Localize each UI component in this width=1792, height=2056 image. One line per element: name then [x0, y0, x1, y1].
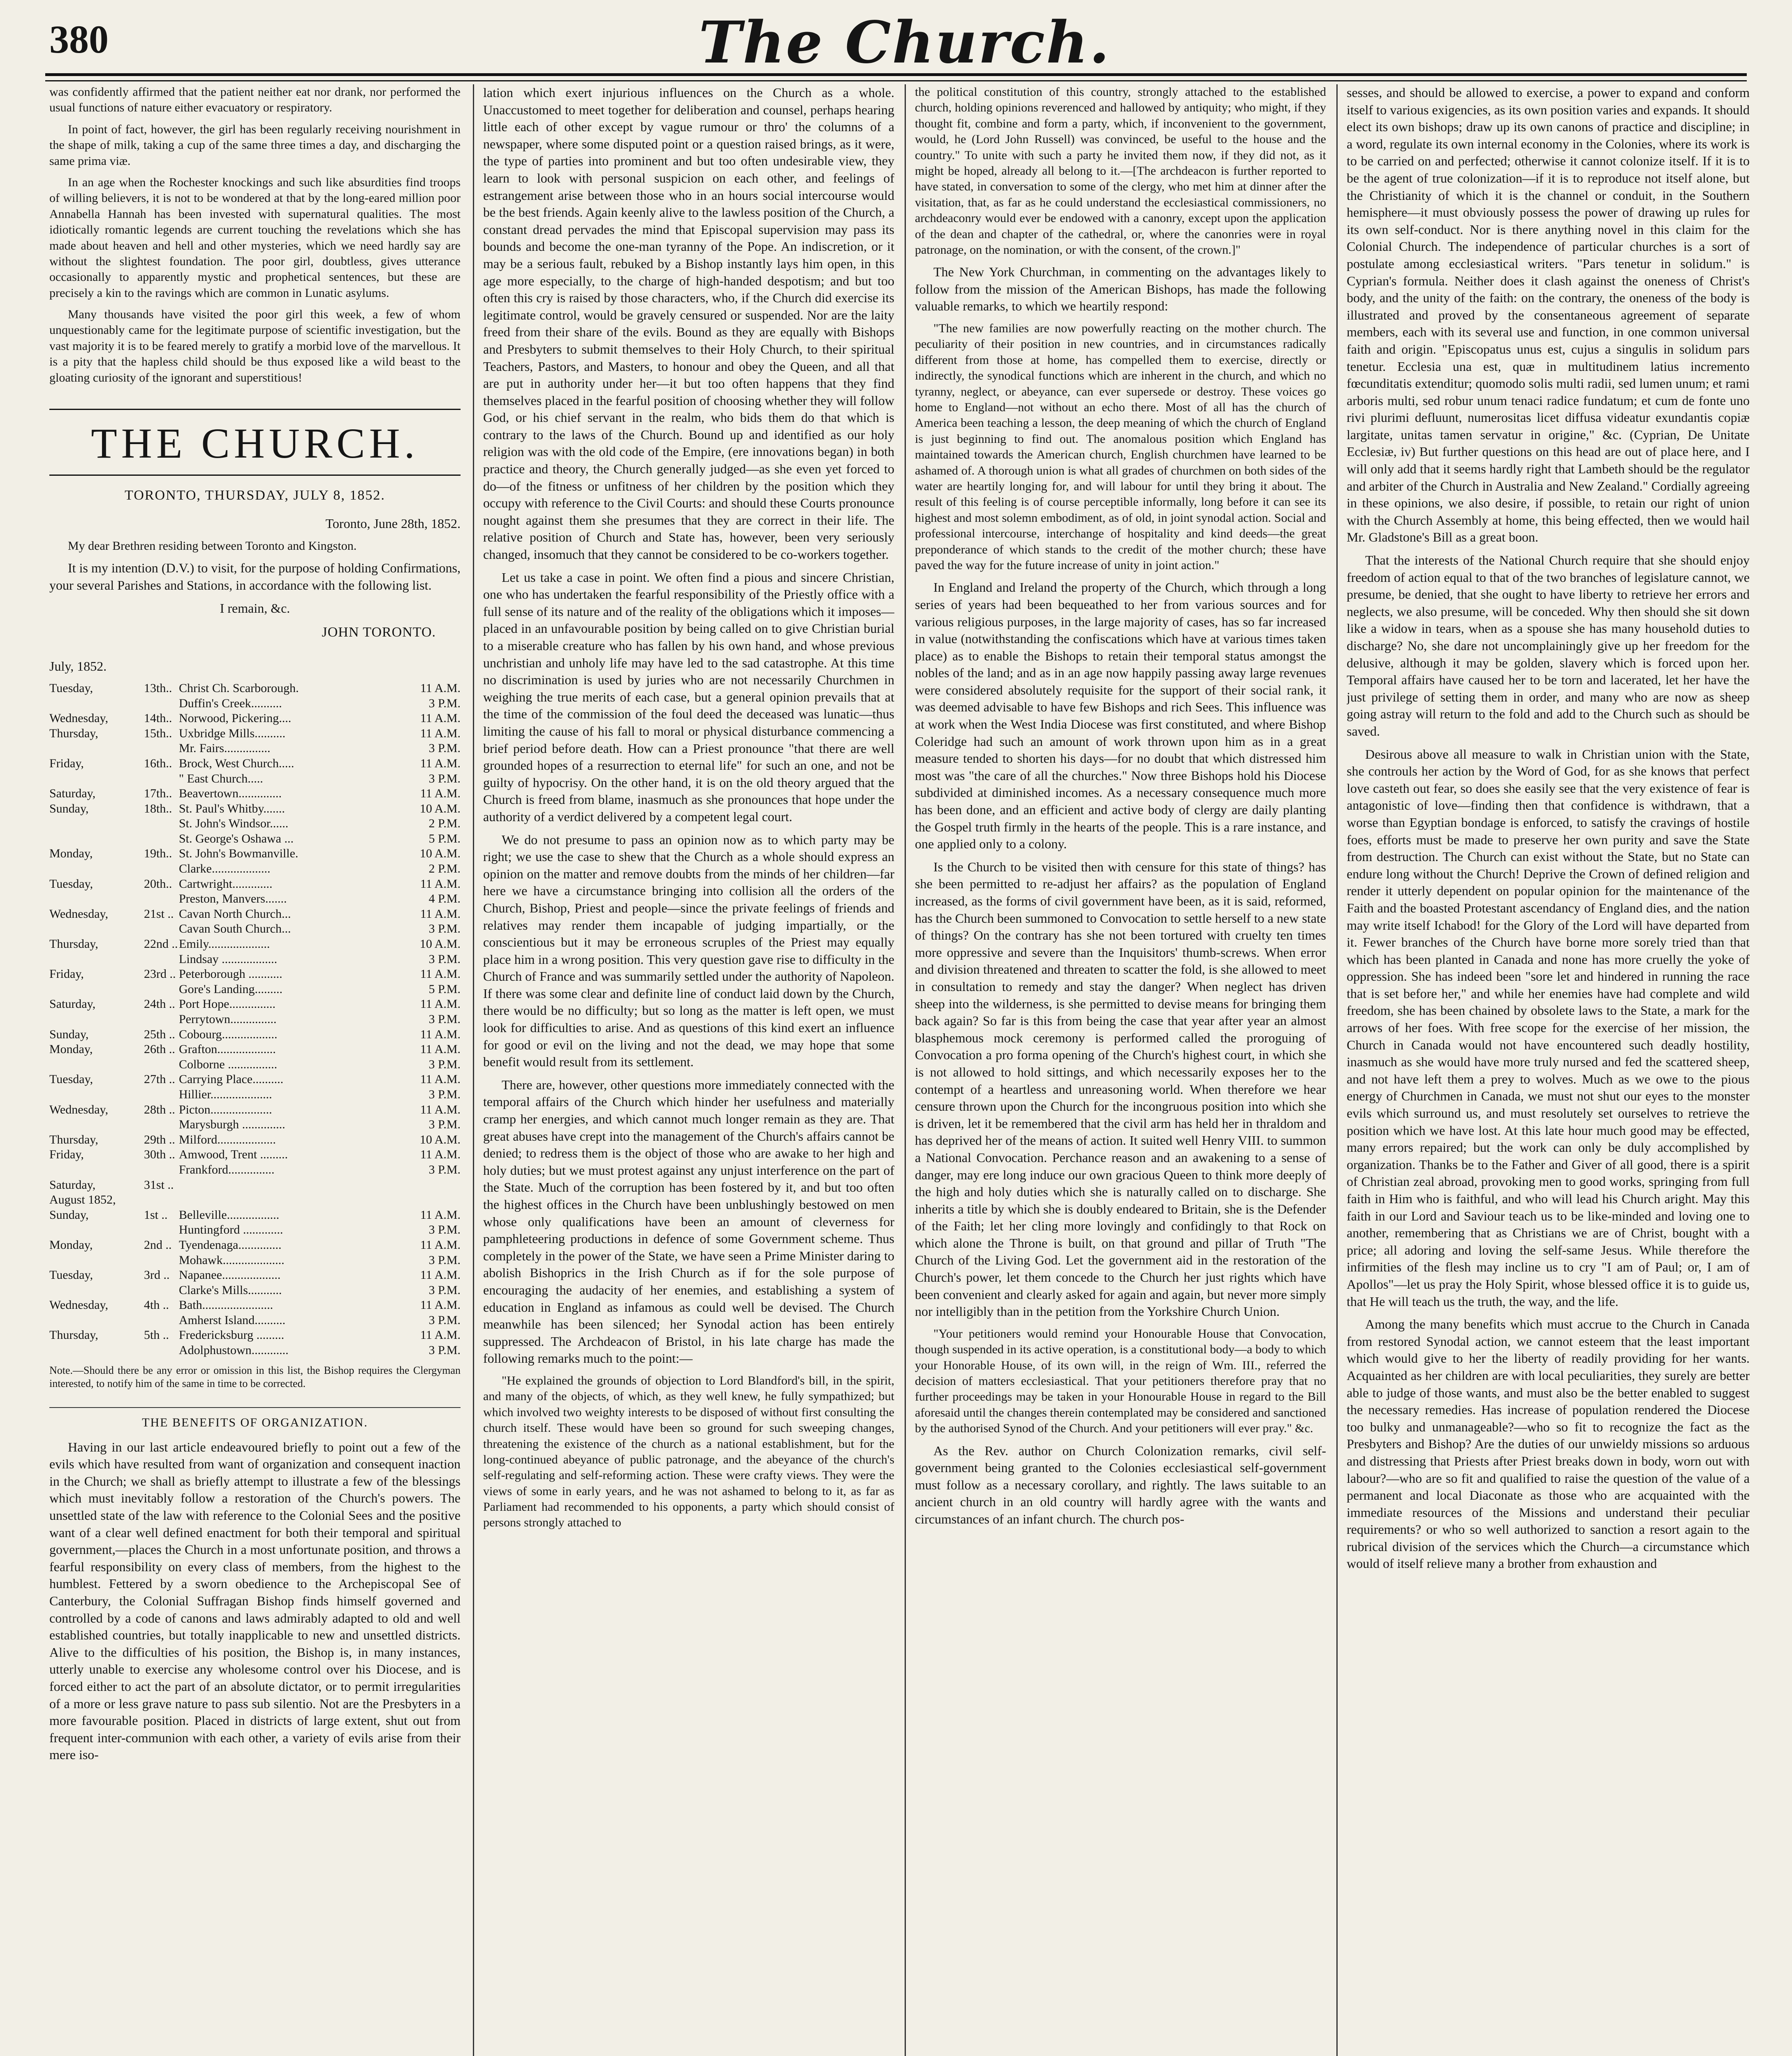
schedule-place: Hillier.................... [179, 1087, 272, 1101]
quoted-paragraph: "The new families are now powerfully reacting on the mother church. The peculiarity of their position in new countries, and in circumstances radically different from those at home, has compelled them to exercise, directly or indirectly, the synodical functions which are inherent in the church, and which no tyranny, neglect, or abeyance, can ever supersede or destroy. These voices go home to England—not without an echo there. Most of all has the church of America been teaching a lesson, the deep meaning of which the church of England is just beginning to find out. The anomalous position which England has maintained towards the American church, English churchmen have learned to be ashamed of. A thorough union is what all grades of churchmen on both sides of the water are heartily longing for, and will labour for until they bring it about. The result of this feeling is of course perceptible informally, long before it can see its highest and most solemn embodiment, as of old, in joint synodal action. Social and professional intercourse, interchange of hospitality and kind deeds—the great preponderance of which stands to the credit of the mother church; these have paved the way for the future increase of unity in joint action." [915, 322, 1326, 572]
schedule-row [49, 1268, 461, 1283]
schedule-row [49, 861, 461, 877]
schedule-place: St. Paul's Whitby....... [179, 801, 285, 815]
schedule-day: Friday, [49, 967, 84, 981]
schedule-time: 2 P.M. [428, 862, 461, 876]
schedule-place: Amherst Island.......... [179, 1313, 286, 1327]
schedule-row [49, 921, 461, 937]
schedule-place: Lindsay .................. [179, 952, 278, 966]
schedule-day: Wednesday, [49, 1298, 109, 1312]
schedule-time: 3 P.M. [428, 1087, 461, 1101]
letter-date: Toronto, June 28th, 1852. [325, 516, 461, 531]
schedule-row [49, 1253, 461, 1268]
schedule-day [49, 831, 144, 847]
schedule-row [49, 1343, 461, 1358]
schedule-day: August 1852, [49, 1193, 116, 1207]
schedule-date: 13th.. [144, 681, 172, 695]
schedule-time: 3 P.M. [428, 696, 461, 710]
schedule-place: Gore's Landing......... [179, 982, 283, 996]
schedule-time: 11 A.M. [420, 726, 461, 740]
schedule-place: Cartwright............. [179, 877, 273, 891]
schedule-date: 19th.. [144, 847, 172, 861]
schedule-day: Thursday, [49, 937, 98, 951]
schedule-row [49, 711, 461, 726]
schedule-date: 26th .. [144, 1042, 175, 1056]
schedule-row [49, 816, 461, 831]
schedule-row [49, 1238, 461, 1253]
column-rule [473, 84, 474, 2056]
schedule-row [49, 1222, 461, 1238]
schedule-date: 25th .. [144, 1027, 175, 1041]
schedule-date [144, 696, 179, 711]
schedule-date: 14th.. [144, 711, 172, 725]
schedule-date [144, 1283, 179, 1298]
schedule-time: 11 A.M. [420, 997, 461, 1011]
schedule-day [49, 1117, 144, 1132]
schedule-date [144, 891, 179, 907]
schedule-time: 11 A.M. [420, 1027, 461, 1041]
schedule-day [49, 741, 144, 756]
column-3 [915, 84, 1326, 2056]
schedule-day [49, 891, 144, 907]
schedule-date: 28th .. [144, 1102, 175, 1116]
schedule-row [49, 982, 461, 997]
schedule-date: 30th .. [144, 1148, 175, 1162]
schedule-day: Thursday, [49, 726, 98, 740]
schedule-date: 29th .. [144, 1132, 175, 1146]
schedule-time: 10 A.M. [419, 937, 461, 951]
schedule-time: 10 A.M. [419, 801, 461, 815]
schedule-place: Colborne ................ [179, 1057, 278, 1071]
schedule-note: Note.—Should there be any error or omission in this list, the Bishop requires the Clergyman interested, to notify him of the same in time to be corrected. [49, 1364, 461, 1390]
dateline: TORONTO, THURSDAY, JULY 8, 1852. [125, 488, 385, 503]
schedule-date [144, 1087, 179, 1102]
schedule-time: 5 P.M. [428, 982, 461, 996]
schedule-place: Brock, West Church..... [179, 756, 294, 770]
schedule-day [49, 1162, 144, 1178]
schedule-place: Duffin's Creek.......... [179, 696, 282, 710]
schedule-day [49, 816, 144, 831]
schedule-row [49, 801, 461, 817]
quoted-paragraph: "Your petitioners would remind your Honourable House that Convocation, though suspended in its active operation, is a constitutional body—a body to which your Honorable House, of its own will, in the reign of Wm. III., referred the decision of matters ecclesiastical. That your petitioners therefore pray that no further proceedings may be taken in your Honourable House in regard to the Bill aforesaid until the changes therein contemplated may be considered and sanctioned by the authorised Synod of the Church. And your petitioners will ever pray." &c. [915, 1327, 1326, 1435]
schedule-row [49, 997, 461, 1012]
schedule-date: 21st .. [144, 907, 174, 921]
schedule-place [179, 1192, 399, 1208]
schedule-date: 17th.. [144, 787, 172, 801]
letter-signature: JOHN TORONTO. [322, 625, 436, 640]
schedule-time: 11 A.M. [420, 1268, 461, 1282]
schedule-place: Cavan South Church... [179, 922, 291, 936]
schedule-date [144, 741, 179, 756]
schedule-day [49, 1057, 144, 1072]
schedule-date [144, 1253, 179, 1268]
schedule-date: 20th.. [144, 877, 172, 891]
schedule-row [49, 1162, 461, 1178]
paragraph: lation which exert injurious influences on the Church as a whole. Unaccustomed to meet together for deliberation and counsel, perhaps hearing little each of other except by vague rumour or thro' the columns of a newspaper, where some disputed point or a question raised brings, as it were, the type of parties into prominent and but too often undesirable view, they learn to look with personal suspicion on each other, and feelings of estrangement arise between those who in an hours social intercourse would be the best friends. Again keenly alive to the lawless position of the Church, a constant dread pervades the mind that Episcopal supervision may pass its bounds and become the one-man tyranny of the Pope. An indiscretion, or it may be a serious fault, rebuked by a Bishop instantly lays him open, in this age more especially, to the charge of high-handed despotism; and but too often this cry is raised by those characters, who, if the Church did exercise its legitimate control, would be gravely censured or suspended. Nor are the laity freed from their share of the evils. Bound as they are equally with Bishops and Presbyters to submit themselves to their Holy Church, to their spiritual Teachers, Pastors, and Masters, to honour and obey the Queen, and all that are put in authority under her—it but too often happens that they find themselves placed in the fearful position of choosing whether they will follow God, or his chief servant in the realm, who bids them do that which is contrary to the laws of the Church. Bound up and identified as our holy religion was with the old code of the Empire, (ere innovations began) in both practice and theory, the Church generally judged—as she even yet forced to do—of the fitness or unfitness of her children by the position which they occupy with reference to the Civil Courts: and should these Courts pronounce nought against them she presumes that they are correct in their life. The relative position of Church and State has, however, been very seriously changed, insomuch that they cannot be considered to be co-workers together. [483, 85, 894, 562]
schedule-day: Monday, [49, 847, 93, 861]
schedule-place: Picton.................... [179, 1102, 272, 1116]
schedule-time: 11 A.M. [420, 1042, 461, 1056]
paragraph: In England and Ireland the property of the Church, which through a long series of years had been bequeathed to her from various sources and for various religious purposes, in the large majority of cases, has so far increased in value (notwithstanding the confiscations which have at various times taken place) as to enable the Bishops to retain their temporal status amongst the nobles of the land; and as in an age now happily passing away large revenues were considered absolutely requisite for the support of their social rank, it was deemed advisable to have few Bishops and rich Sees. This influence was at work when the West India Diocese was first constituted, and where Bishop Coleridge had such an amount of work thrown upon him as in a great measure tended to shorten his days—for no doubt that which distressed him most was "the care of all the churches." Now three Bishops hold his Diocese subdivided at diminished incomes. As a necessary consequence much more has been done, and an efficient and active body of clergy are daily planting the Gospel truth firmly in the hearts of the people. This is a rare instance, and one applied only to a colony. [915, 580, 1326, 852]
schedule-place: Tyendenaga.............. [179, 1238, 282, 1252]
schedule-time: 3 P.M. [428, 952, 461, 966]
schedule-place: Amwood, Trent ......... [179, 1148, 288, 1162]
schedule-time: 11 A.M. [420, 967, 461, 981]
schedule-day [49, 1253, 144, 1268]
schedule-row [49, 1147, 461, 1162]
schedule-place: Napanee................... [179, 1268, 281, 1282]
schedule-row [49, 831, 461, 847]
schedule-place: St. George's Oshawa ... [179, 831, 294, 845]
schedule-row [49, 696, 461, 711]
schedule-time: 2 P.M. [428, 817, 461, 831]
schedule-place: Beavertown.............. [179, 787, 282, 801]
paragraph: We do not presume to pass an opinion now as to which party may be right; we use the case to shew that the Church as a whole should express an opinion on the matter and remove doubts from the minds of her children—far here we have a circumstance bringing into collision all the orders of the Church, Bishop, Priest and people—since the private feelings of friends and relatives may render them incapable of judging impartially, or the conscientious but it may be erroneous scruples of the Priest may equally place him in a wrong position. This very question gave rise to difficulty in the Church of France and was summarily settled under the authority of Napoleon. If there was some clear and definite line of conduct laid down by the Church, there would be no difficulty; but so long as the matter is left open, we must look for difficulties to arise. And as questions of this kind exert an influence for good or evil on the living and not the dead, we may hope that some benefit would result from its settlement. [483, 832, 894, 1070]
schedule-date: 22nd .. [144, 937, 178, 951]
schedule-date: 2nd .. [144, 1238, 172, 1252]
schedule-time: 3 P.M. [428, 1253, 461, 1267]
schedule-row [49, 1132, 461, 1148]
schedule-date: 23rd .. [144, 967, 176, 981]
schedule-date: 24th .. [144, 997, 175, 1011]
schedule-row [49, 741, 461, 756]
schedule-day [49, 1283, 144, 1298]
schedule-place: Mohawk.................... [179, 1253, 285, 1267]
paragraph: In point of fact, however, the girl has been regularly receiving nourishment in the shape of milk, taking a cup of the same three times a day, and discharging the same prima viæ. [49, 122, 461, 168]
schedule-date [144, 1117, 179, 1132]
schedule-place: St. John's Windsor...... [179, 817, 289, 831]
schedule-row [49, 846, 461, 861]
schedule-row [49, 681, 461, 696]
schedule-date: 4th .. [144, 1298, 169, 1312]
paragraph: sesses, and should be allowed to exercise, a power to expand and conform itself to various exigencies, as its own position varies and expands. It should elect its own bishops; draw up its own canons of practice and discipline; in a word, regulate its own internal economy in the Colonies, where its work is to be carried on and perfected; otherwise it cannot colonize itself. If it is to be the agent of true colonization—if it is to reproduce not itself alone, but the Christianity of which it is the channel or conduit, in the Southern hemisphere—it must obviously possess the power of drawing up rules for its own self-conduct. Nor is there anything novel in this claim for the Colonial Church. The independence of particular churches is a sort of postulate among ecclesiastical writers. "Pars tenetur in solidum." is Cyprian's formula. Neither does it clash against the oneness of Christ's body, and the unity of the faith: on the contrary, the oneness of the body is illustrated and proved by the consentaneous agreement of separate members, each with its several use and function, in one common universal faith and origin. "Episcopatus unus est, cujus a singulis in solidum pars tenetur. Ecclesia una est, quæ in multitudinem latius incremento fœcunditatis extenditur; quomodo solis multi radii, sed lumen unum; et rami arboris multi, sed robur unum tenaci radice fundatum; et cum de fonte uno rivi plurimi defluunt, numerositas licet diffusa videatur exundantis copiæ largitate, unitas tamen servatur in origine," &c. (Cyprian, De Unitate Ecclesiæ, iv) But further questions on this head are out of place here, and I will only add that it seems hardly right that Lambeth should be the regulator and arbiter of the Church in Australia and New Zealand." Cordially agreeing in these opinions, we also desire, if possible, to retain our right of union with the Church Assembly at home, this being effected, then we would hail Mr. Gladstone's Bill as a great boon. [1347, 85, 1750, 545]
schedule-place [179, 1178, 399, 1193]
schedule-place: Carrying Place.......... [179, 1072, 284, 1086]
schedule-time: 5 P.M. [428, 831, 461, 845]
schedule-row [49, 1057, 461, 1072]
schedule-day: Thursday, [49, 1328, 98, 1342]
schedule-place: Preston, Manvers....... [179, 892, 287, 906]
schedule-date [144, 771, 179, 787]
schedule-date: 16th.. [144, 756, 172, 770]
schedule-place: Marysburgh .............. [179, 1118, 285, 1132]
schedule-time: 11 A.M. [420, 681, 461, 695]
schedule-row [49, 1328, 461, 1343]
quoted-paragraph: "He explained the grounds of objection to Lord Blandford's bill, in the spirit, and many of the objects, of which, as they well knew, he fully sympathized; but which involved two weighty interests to be disposed of without first consulting the church itself. These would have been so ground for such sweeping changes, threatening the existence of the church as a national establishment, but for the long-continued abeyance of public patronage, and the abeyance of the church's self-regulating and self-reforming action. These were crafty views. They were the views of some in early years, and he was not ashamed to belong to it, as far as Parliament had recommended to his opponents, a party which should consist of persons strongly attached to [483, 1373, 894, 1530]
paragraph: Let us take a case in point. We often find a pious and sincere Christian, one who has undertaken the fearful responsibility of the Priestly office with a full sense of its nature and of the reality of the obligations which it imposes—placed in an unfavourable position by being called on to give Christian burial to a miserable creature who has fallen by his own hand, and whose previous unchristian and unholy life may have led to the sad catastrophe. At this time no discrimination is used by juries who are not necessarily Churchmen in weighing the true merits of each case, but a general opinion prevails that at the time of the commission of the foul deed the deceased was lunatic—thus limiting the cause of his fall to moral or physical disturbance commencing a brief period before death. How can a Priest pronounce "that there are well grounded hopes of a resurrection to eternal life" for such an one, and not be guilty of hypocrisy. On the other hand, it is on the old theory argued that the Church is freed from blame, inasmuch as she pronounces that hope under the authority of a verdict delivered by a competent legal court. [483, 570, 894, 824]
paragraph: Many thousands have visited the poor girl this week, a few of whom unquestionably came for the legitimate purpose of scientific investigation, but the vast majority it is to be feared merely to gratify a morbid love of the marvellous. It is a pity that the hapless child should be thus exposed like a wild beast to the gloating curiosity of the ignorant and superstitious! [49, 308, 461, 384]
confirmation-schedule [49, 681, 461, 1358]
schedule-row [49, 1102, 461, 1118]
schedule-place: Cobourg.................. [179, 1027, 278, 1041]
schedule-day: Thursday, [49, 1132, 98, 1146]
schedule-date [144, 816, 179, 831]
schedule-place: Bath....................... [179, 1298, 273, 1312]
schedule-time [399, 1178, 461, 1193]
schedule-day: Saturday, [49, 787, 96, 801]
schedule-row [49, 1283, 461, 1298]
schedule-date: 15th.. [144, 726, 172, 740]
paragraph: Among the many benefits which must accrue to the Church in Canada from restored Synodal action, we cannot esteem that the least important which would give to her the liberty of readily providing for her wants. Acquainted as her children are with local peculiarities, they surely are better able to judge of those wants, and must also be the better enabled to suggest the necessary remedies. Has increase of population rendered the Diocese too bulky and unmanageable?—who so fit to recognize the fact as the Presbyters and Bishop? Are the duties of our unwieldy missions so arduous and distressing that Priests after Priest breaks down in body, worn out with labour?—who are so fit and qualified to raise the question of the value of a permanent and local Diaconate as those who are acquainted with the immediate resources of the Missions and understand their peculiar requirements? or who so well authorized to sanction a resort again to the rubrical division of the services which the Church—a circumstance which would of itself relieve many a brother from exhaustion and [1347, 1317, 1750, 1571]
schedule-time: 10 A.M. [419, 847, 461, 861]
letter-body: It is my intention (D.V.) to visit, for the purpose of holding Confirmations, your several Parishes and Stations, in accordance with the following list. [49, 560, 461, 593]
schedule-place: Clarke's Mills........... [179, 1283, 282, 1297]
paragraph: was confidently affirmed that the patient neither eat nor drank, nor performed the usual functions of nature either evacuatory or respiratory. [49, 85, 461, 115]
schedule-time: 11 A.M. [420, 1208, 461, 1222]
paragraph: There are, however, other questions more immediately connected with the temporal affairs of the Church which hinder her usefulness and materially cramp her energies, and which cannot much longer remain as they are. That great abuses have crept into the management of the Church's affairs cannot be denied; to redress them is the object of those who are awake to her high and holy duties; but we must protest against any unjust interference on the part of the State. Much of the corruption has been fostered by it, and but too often the highest offices in the Church have been unblushingly bestowed on men whose only qualifications have been an amount of cleverness for pamphleteering productions in defence of some Government scheme. Thus completely in the power of the State, we have seen a Prime Minister daring to abolish Bishoprics in the Irish Church as if for the sole purpose of encouraging the audacity of her enemies, and establishing a system of education in England as infamous as could well be devised. The Church meanwhile has been silenced; her Synodal action has been entirely suppressed. The Archdeacon of Bristol, in his late charge has made the following remarks much to the point:— [483, 1077, 894, 1366]
schedule-time: 11 A.M. [420, 1102, 461, 1116]
schedule-time: 3 P.M. [428, 1223, 461, 1237]
column-rule [905, 84, 906, 2056]
column-4 [1347, 84, 1750, 2056]
schedule-date: 1st .. [144, 1208, 168, 1222]
schedule-day [49, 1343, 144, 1358]
schedule-time: 11 A.M. [420, 907, 461, 921]
paragraph: That the interests of the National Church require that she should enjoy freedom of action equal to that of the two branches of legislature cannot, we presume, be denied, that she ought to have liberty to retrieve her errors and neglects, we also presume, will be conceded. Why then should she sit down like a widow in tears, when as a spouse she has many household duties to discharge? No, she dare not uncomplainingly give up her freedom for the delusive, although it may be golden, slavery which is forced upon her. Temporal affairs have caused her to be torn and lacerated, let her have the just privilege of setting them in order, and many who are now as sheep going astray will return to the fold and add to the Church such as should be saved. [1347, 553, 1750, 739]
schedule-day [49, 696, 144, 711]
schedule-time: 4 P.M. [428, 892, 461, 906]
schedule-time: 3 P.M. [428, 741, 461, 755]
schedule-day: Sunday, [49, 1208, 89, 1222]
schedule-place: " East Church..... [179, 771, 263, 785]
schedule-date [144, 982, 179, 997]
schedule-time: 3 P.M. [428, 1283, 461, 1297]
paragraph: In an age when the Rochester knockings and such like absurdities find troops of willing believers, it is not to be wondered at that by the long-eared million poor Annabella Hannah has been invested with supernatural qualities. The most idiotically romantic legends are current touching the revelations which she has made about heaven and hell and other mysteries, which we need hardly say are without the slightest foundation. The poor girl, doubtless, gives utterance occasionally to apparently mystic and prophetical sentences, but these are precisely a kin to the ravings which are common in Lunatic asylums. [49, 175, 461, 300]
schedule-day: Tuesday, [49, 877, 93, 891]
schedule-row [49, 1072, 461, 1087]
schedule-day [49, 921, 144, 937]
schedule-time: 11 A.M. [420, 1148, 461, 1162]
schedule-day: Tuesday, [49, 1072, 93, 1086]
schedule-day: Wednesday, [49, 711, 109, 725]
schedule-day [49, 861, 144, 877]
schedule-date: 27th .. [144, 1072, 175, 1086]
schedule-day [49, 1087, 144, 1102]
page-number: 380 [49, 17, 109, 61]
schedule-day [49, 982, 144, 997]
schedule-time: 3 P.M. [428, 1313, 461, 1327]
schedule-date [144, 1192, 179, 1208]
schedule-row [49, 756, 461, 771]
schedule-row [49, 907, 461, 922]
schedule-day [49, 952, 144, 967]
schedule-row [49, 726, 461, 741]
schedule-day [49, 1012, 144, 1027]
schedule-date: 5th .. [144, 1328, 169, 1342]
schedule-row [49, 877, 461, 892]
letter-closing: I remain, &c. [220, 600, 290, 616]
schedule-day: Wednesday, [49, 1102, 109, 1116]
schedule-date [144, 921, 179, 937]
schedule-date [144, 1162, 179, 1178]
schedule-place: Cavan North Church... [179, 907, 291, 921]
column-2 [483, 84, 894, 2056]
schedule-day: Monday, [49, 1238, 93, 1252]
masthead-rule [45, 73, 1747, 81]
schedule-row [49, 1027, 461, 1042]
schedule-header: July, 1852. [49, 659, 107, 674]
schedule-place: Perrytown............... [179, 1012, 277, 1026]
paragraph: The New York Churchman, in commenting on the advantages likely to follow from the mission of the American Bishops, has made the following valuable remarks, to which we heartily respond: [915, 264, 1326, 314]
schedule-time: 3 P.M. [428, 771, 461, 785]
schedule-day [49, 771, 144, 787]
schedule-row [49, 1012, 461, 1027]
schedule-day: Sunday, [49, 1027, 89, 1041]
schedule-time: 11 A.M. [420, 1238, 461, 1252]
schedule-place: Frankford............... [179, 1162, 275, 1176]
schedule-date [144, 1012, 179, 1027]
schedule-time: 3 P.M. [428, 922, 461, 936]
schedule-date: 18th.. [144, 801, 172, 815]
paragraph: Desirous above all measure to walk in Christian union with the State, she controuls her action by the Word of God, for as she knows that perfect love casteth out fear, so does she easily see that the very existence of fear is antagonistic of love—finding then that confidence is withdrawn, that a worse than Egyptian bondage is enforced, to satisfy the cravings of hostile foes, efforts must be made to preserve her own purity and save the State from destruction. The Church can exist without the State, but no State can endure long without the Church! Deprive the Crown of defined religion and render it utterly dependent on popular opinion for the maintenance of the Faith and the boasted Protestant ascendancy of England dies, and the nation may write itself Ichabod! for the Glory of the Lord will have departed from it. Fewer branches of the Church have borne more sorely tried than that which has been planted in Canada and none has more cruelly the yoke of oppression. She has indeed been "sore let and hindered in running the race that is set before her," and while her enemies have had complete and wild freedom, she has been chained by obsolete laws to the State, a mark for the arrows of her foes. With free scope for the exercise of her mission, the Church in Canada would not have encountered such deadly hostility, inasmuch as she would have more truly nursed and fed the scattered sheep, and not have left them a prey to wolves. Much as we owe to the pious energy of Churchmen in Canada, we must not shut our eyes to the monster evils which surround us, and must resolutely set ourselves to retrieve the position which we have lost. At this late hour much good may be effected, many errors repaired; but the work can only be duly accomplished by organization. Thanks be to the Father and Giver of all good, there is a spirit of Christian zeal abroad, provoking men to good works, springing from full faith in Him who is faithful, and who will lead his Church aright. May this faith in our Lord and Saviour teach us to be like-minded and loving one to another, remembering that as Christians we are of Christ, bought with a price; all adoring and loving the self-same Jesus. While therefore the infirmities of the flesh may incline us to cry "I am of Paul; or, I am of Apollos"—let us pray the Holy Spirit, whose blessed office it is to guide us, that He will teach us the truth, the way, and the life. [1347, 746, 1750, 1309]
schedule-place: Belleville................. [179, 1208, 280, 1222]
schedule-place: St. John's Bowmanville. [179, 847, 299, 861]
schedule-date [144, 1313, 179, 1328]
schedule-time: 3 P.M. [428, 1012, 461, 1026]
schedule-time: 11 A.M. [420, 1328, 461, 1342]
schedule-date: 31st .. [144, 1178, 174, 1192]
schedule-row [49, 1087, 461, 1102]
schedule-day: Tuesday, [49, 681, 93, 695]
schedule-day: Monday, [49, 1042, 93, 1056]
schedule-time: 11 A.M. [420, 1072, 461, 1086]
letter-salutation: My dear Brethren residing between Toronto and Kingston. [68, 539, 357, 553]
schedule-place: Norwood, Pickering.... [179, 711, 292, 725]
schedule-time: 11 A.M. [420, 877, 461, 891]
schedule-time: 3 P.M. [428, 1162, 461, 1176]
schedule-date [144, 952, 179, 967]
schedule-date [144, 1343, 179, 1358]
schedule-place: Peterborough ........... [179, 967, 282, 981]
schedule-row [49, 1042, 461, 1057]
schedule-row [49, 786, 461, 801]
schedule-row [49, 967, 461, 982]
schedule-row [49, 891, 461, 907]
schedule-day [49, 1313, 144, 1328]
schedule-row [49, 771, 461, 787]
schedule-row [49, 937, 461, 952]
paragraph: Is the Church to be visited then with censure for this state of things? has she been permitted to re-adjust her affairs? as the population of England increased, as the forms of civil government have been, as it is said, reformed, has the Church been summoned to Convocation to settle herself to a new state of things? On the contrary has she not been tortured with cruelty ten times more oppressive and severe than the Inquisitors' thumb-screws. When error and division threatened and threaten to scatter the fold, is she allowed to meet in consultation to remedy and stay the danger? When neglect has driven sheep into the wilderness, is she permitted to devise means for bringing them back again? So far is this from being the case that year after year an almost blasphemous mock ceremony is performed called the proroguing of Convocation a pro forma opening of the Church's highest court, in which she is not allowed to hold sittings, and which necessarily exposes her to the contempt of a heartless and unreasoning world. When therefore we hear censure thrown upon the Church for the incongruous position into which she is driven, let it be remembered that the civil arm has held her in thraldom and has deprived her of the means of action. It suited well Henry VIII. to summon a National Convocation. Perchance reason and an awakening to a sense of danger, may ere long induce our own gracious Queen to think more deeply of the high and holy duties which she is naturally called on to discharge. She inherits a title by which she is doubly endeared to Britain, she is the Defender of the Faith; let her cling more lovingly and confidingly to that Rock on which alone the Throne is built, on that ground and pillar of Truth "The Church of the Living God. Let the government aid in the restoration of the Church's power, let them concede to the Church her just rights which have been convenient and clearly asked for again and again, but never more simply nor intelligibly than in the petition from the Yorkshire Church Union. [915, 859, 1326, 1319]
schedule-day [49, 1222, 144, 1238]
schedule-date [144, 831, 179, 847]
quoted-paragraph: the political constitution of this country, strongly attached to the established church, holding opinions reverenced and hallowed by antiquity; who might, if they thought fit, combine and form a party, which, if inconvenient to the government, would, he (Lord John Russell) was convinced, be useful to the house and the country." To unite with such a party he invited them now, if they did not, as it might be hoped, already all belong to it.—[The archdeacon is further reported to have stated, in conversation to some of the clergy, who met him at dinner after the visitation, that, as far as he could understand the ecclesiastical commissioners, no archdeaconry would ever be endowed with a canonry, except upon the application of the dean and chapter of the cathedral, or, where the canonries were in royal patronage, on the nomination, or with the consent, of the crown.]" [915, 85, 1326, 257]
schedule-row [49, 1192, 461, 1208]
column-1 [49, 84, 461, 2056]
schedule-row [49, 1313, 461, 1328]
schedule-time: 10 A.M. [419, 1132, 461, 1146]
schedule-row [49, 1208, 461, 1223]
schedule-day: Friday, [49, 1148, 84, 1162]
paragraph: Having in our last article endeavoured briefly to point out a few of the evils which have resulted from want of organization and consequent inaction in the Church; we shall as briefly attempt to illustrate a few of the blessings which must inevitably follow a restoration of the Church's powers. The unsettled state of the law with reference to the Colonial Sees and the positive want of a clear well defined enactment for both their temporal and spiritual government,—places the Church in a most unfortunate position, and throws a fearful responsibility on every class of members, from the highest to the humblest. Fettered by a sworn obedience to the Archepiscopal See of Canterbury, the Colonial Suffragan Bishop finds himself governed and controlled by a code of canons and laws admirably adapted to old and well established countries, but totally inapplicable to new and unsettled districts. Alive to the difficulties of his position, the Bishop is, in many instances, utterly unable to exercise any wholesome control over his Diocese, and is forced either to act the part of an absolute dictator, or to permit irregularities of a more or less grave nature to pass sub silentio. Not are the Presbyters in a more favourable position. Placed in districts of large extent, shut out from frequent inter-communion with each other, a variety of evils arise from their mere iso- [49, 1439, 461, 1762]
schedule-row [49, 1178, 461, 1193]
schedule-place: Port Hope............... [179, 997, 276, 1011]
schedule-time: 3 P.M. [428, 1343, 461, 1357]
schedule-place: Christ Ch. Scarborough. [179, 681, 299, 695]
schedule-day: Friday, [49, 756, 84, 770]
schedule-time: 3 P.M. [428, 1057, 461, 1071]
schedule-day: Saturday, [49, 997, 96, 1011]
schedule-time: 3 P.M. [428, 1118, 461, 1132]
masthead-title: The Church. [699, 9, 1111, 76]
schedule-time: 11 A.M. [420, 1298, 461, 1312]
schedule-day: Sunday, [49, 801, 89, 815]
schedule-place: Clarke................... [179, 862, 271, 876]
schedule-date: 3rd .. [144, 1268, 170, 1282]
schedule-place: Mr. Fairs............... [179, 741, 271, 755]
schedule-place: Grafton................... [179, 1042, 276, 1056]
schedule-time: 11 A.M. [420, 756, 461, 770]
section-title: THE CHURCH. [49, 409, 461, 476]
schedule-place: Fredericksburg ......... [179, 1328, 285, 1342]
schedule-day: Saturday, [49, 1178, 96, 1192]
schedule-row [49, 1298, 461, 1313]
schedule-place: Milford................... [179, 1132, 276, 1146]
schedule-time: 11 A.M. [420, 787, 461, 801]
article-subhead: THE BENEFITS OF ORGANIZATION. [49, 1407, 461, 1431]
schedule-time [399, 1192, 461, 1208]
schedule-row [49, 952, 461, 967]
schedule-place: Huntingford ............. [179, 1223, 283, 1237]
column-rule [1336, 84, 1338, 2056]
schedule-place: Uxbridge Mills.......... [179, 726, 286, 740]
schedule-place: Adolphustown............ [179, 1343, 289, 1357]
paragraph: As the Rev. author on Church Colonization remarks, civil self-government being granted to the Colonies ecclesiastical self-government must follow as a necessary corollary, and rightly. The laws suitable to an ancient church in an old country will hardly agree with the wants and circumstances of an infant church. The church pos- [915, 1443, 1326, 1526]
schedule-date [144, 861, 179, 877]
schedule-row [49, 1117, 461, 1132]
schedule-day: Wednesday, [49, 907, 109, 921]
schedule-time: 11 A.M. [420, 711, 461, 725]
schedule-day: Tuesday, [49, 1268, 93, 1282]
schedule-date [144, 1222, 179, 1238]
schedule-date [144, 1057, 179, 1072]
schedule-place: Emily.................... [179, 937, 270, 951]
